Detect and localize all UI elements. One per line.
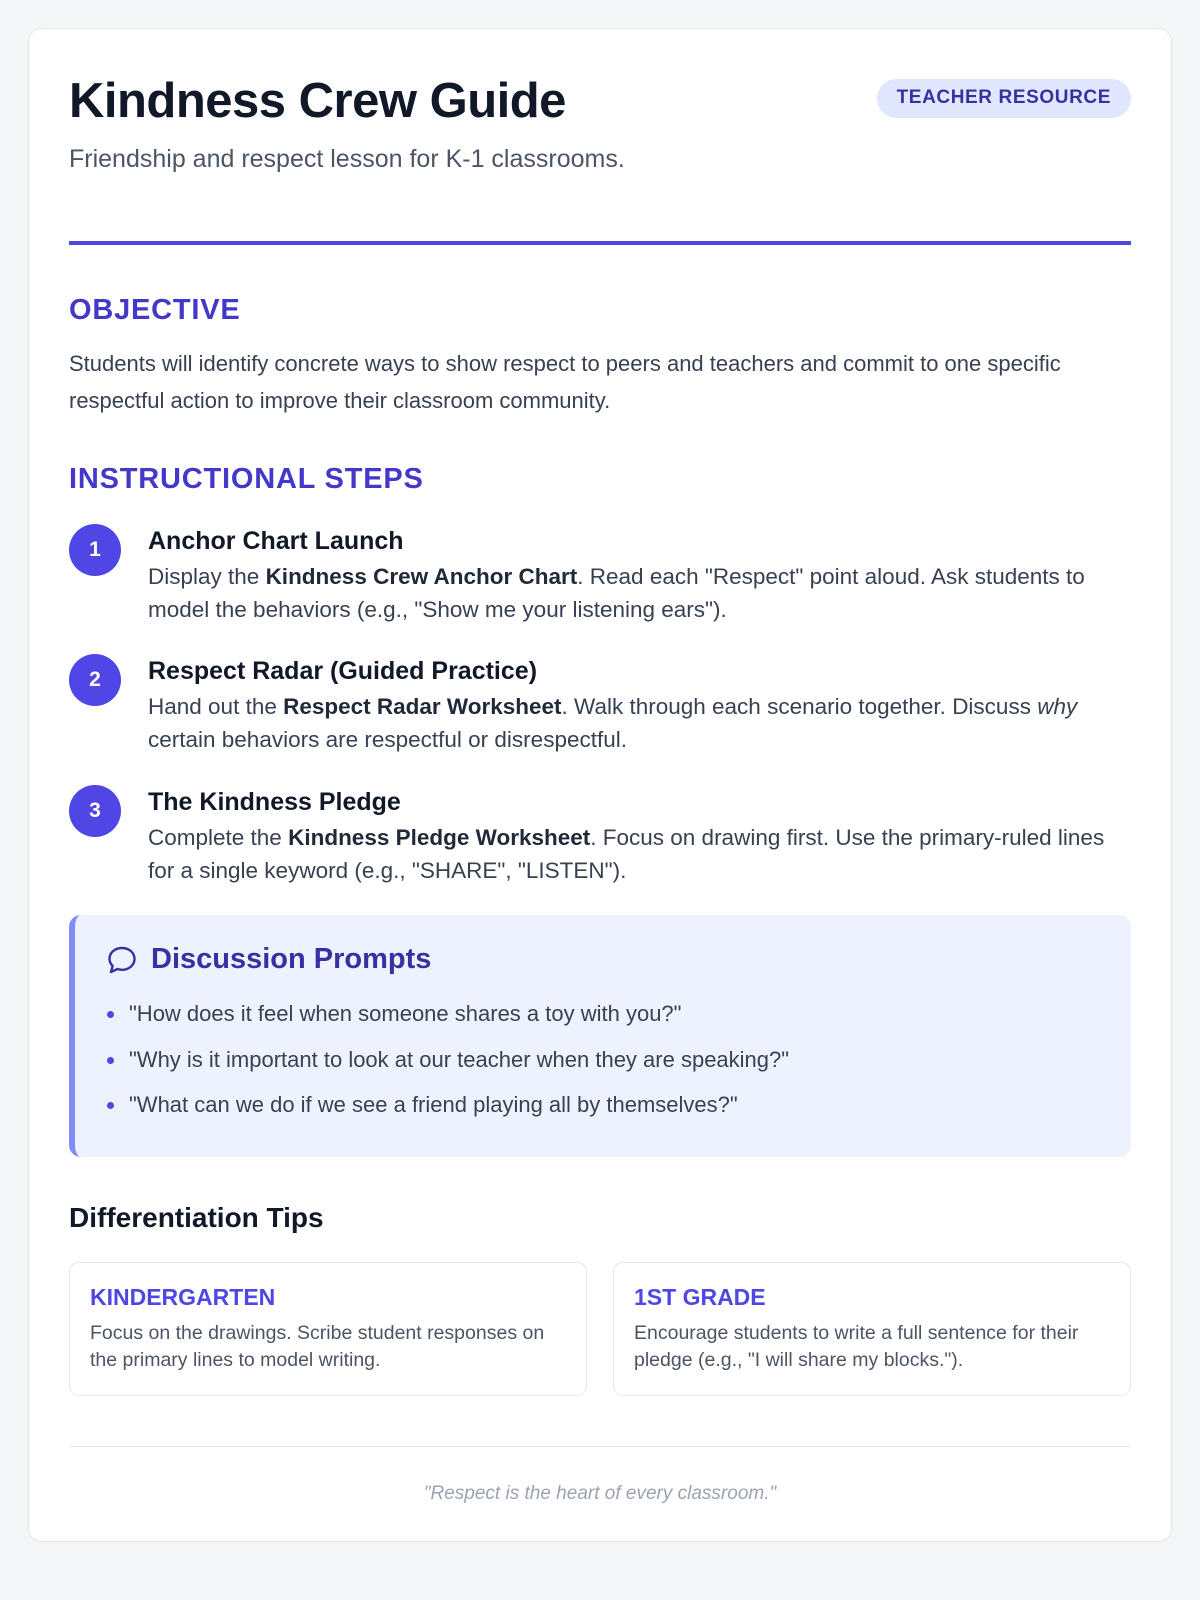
discussion-prompts-title: Discussion Prompts [151,943,432,976]
page-subtitle: Friendship and respect lesson for K-1 classrooms. [69,145,625,173]
step-desc-resource: Kindness Pledge Worksheet [288,824,591,850]
lesson-footer [69,1446,1131,1541]
page-title: Kindness Crew Guide [69,74,566,128]
differentiation-card-label: 1ST GRADE [634,1284,766,1311]
differentiation-card-text: Encourage students to write a full sentence for their pledge (e.g., "I will share my blocks."). [634,1322,1079,1372]
teacher-resource-badge: TEACHER RESOURCE [877,79,1131,118]
prompt-text: "How does it feel when someone shares a toy with you?" [129,1001,682,1027]
bullet-icon [107,1011,114,1018]
step-description [148,560,1131,627]
step-desc-text: . Focus on drawing first. Use the primary-ruled lines for a single keyword (e.g., "SHARE", "LISTEN"). [148,824,1105,884]
prompt-text: "What can we do if we see a friend playing all by themselves?" [129,1092,738,1118]
step-number-badge: 1 [69,524,121,576]
step-item [69,524,1131,627]
differentiation-card-1st-grade [613,1262,1131,1396]
step-title: Respect Radar (Guided Practice) [148,657,538,686]
step-title: The Kindness Pledge [148,787,401,816]
step-title: Anchor Chart Launch [148,526,404,555]
step-description [148,690,1131,757]
list-item [105,1001,1101,1027]
objective-text: Students will identify concrete ways to show respect to peers and teachers and commit to one specific respectful action to improve their classroom community. [69,350,1061,414]
step-item [69,785,1131,888]
discussion-prompts-callout [69,915,1131,1157]
step-desc-text: . Read each "Respect" point aloud. Ask students to model the behaviors (e.g., "Show me your listening ears"). [148,563,1085,622]
step-desc-text: certain behaviors are respectful or disrespectful. [148,727,627,753]
step-desc-text: Display the [148,563,266,589]
differentiation-card-label: KINDERGARTEN [90,1284,276,1311]
steps-list [69,524,1131,888]
instructional-steps-heading: INSTRUCTIONAL STEPS [69,462,424,495]
prompt-text: "Why is it important to look at our teacher when they are speaking?" [129,1046,790,1072]
step-number-badge: 2 [69,654,121,706]
list-item [105,1047,1101,1073]
prompts-list [105,1001,1101,1118]
bullet-icon [107,1102,114,1109]
differentiation-heading: Differentiation Tips [69,1202,324,1234]
step-desc-resource: Kindness Crew Anchor Chart [265,563,578,589]
step-desc-text: Complete the [148,824,289,850]
step-desc-resource: Respect Radar Worksheet [283,694,562,720]
differentiation-card-kindergarten [69,1262,587,1396]
list-item [105,1092,1101,1118]
step-desc-emphasis: why [1037,694,1078,720]
step-desc-text: Hand out the [148,694,284,720]
differentiation-cards [69,1262,1131,1396]
step-desc-text: . Walk through each scenario together. Discuss [561,694,1038,720]
step-description [148,821,1131,888]
lesson-card [28,28,1172,1542]
step-number-badge: 3 [69,785,121,837]
objective-heading: OBJECTIVE [69,294,241,326]
differentiation-card-text: Focus on the drawings. Scribe student responses on the primary lines to model writing. [90,1322,545,1372]
step-item [69,654,1131,757]
bullet-icon [107,1057,114,1064]
lesson-header [69,73,1131,245]
chat-bubble-icon [105,943,139,977]
discussion-prompts-header [105,943,1101,977]
footer-quote: "Respect is the heart of every classroom." [423,1483,777,1504]
